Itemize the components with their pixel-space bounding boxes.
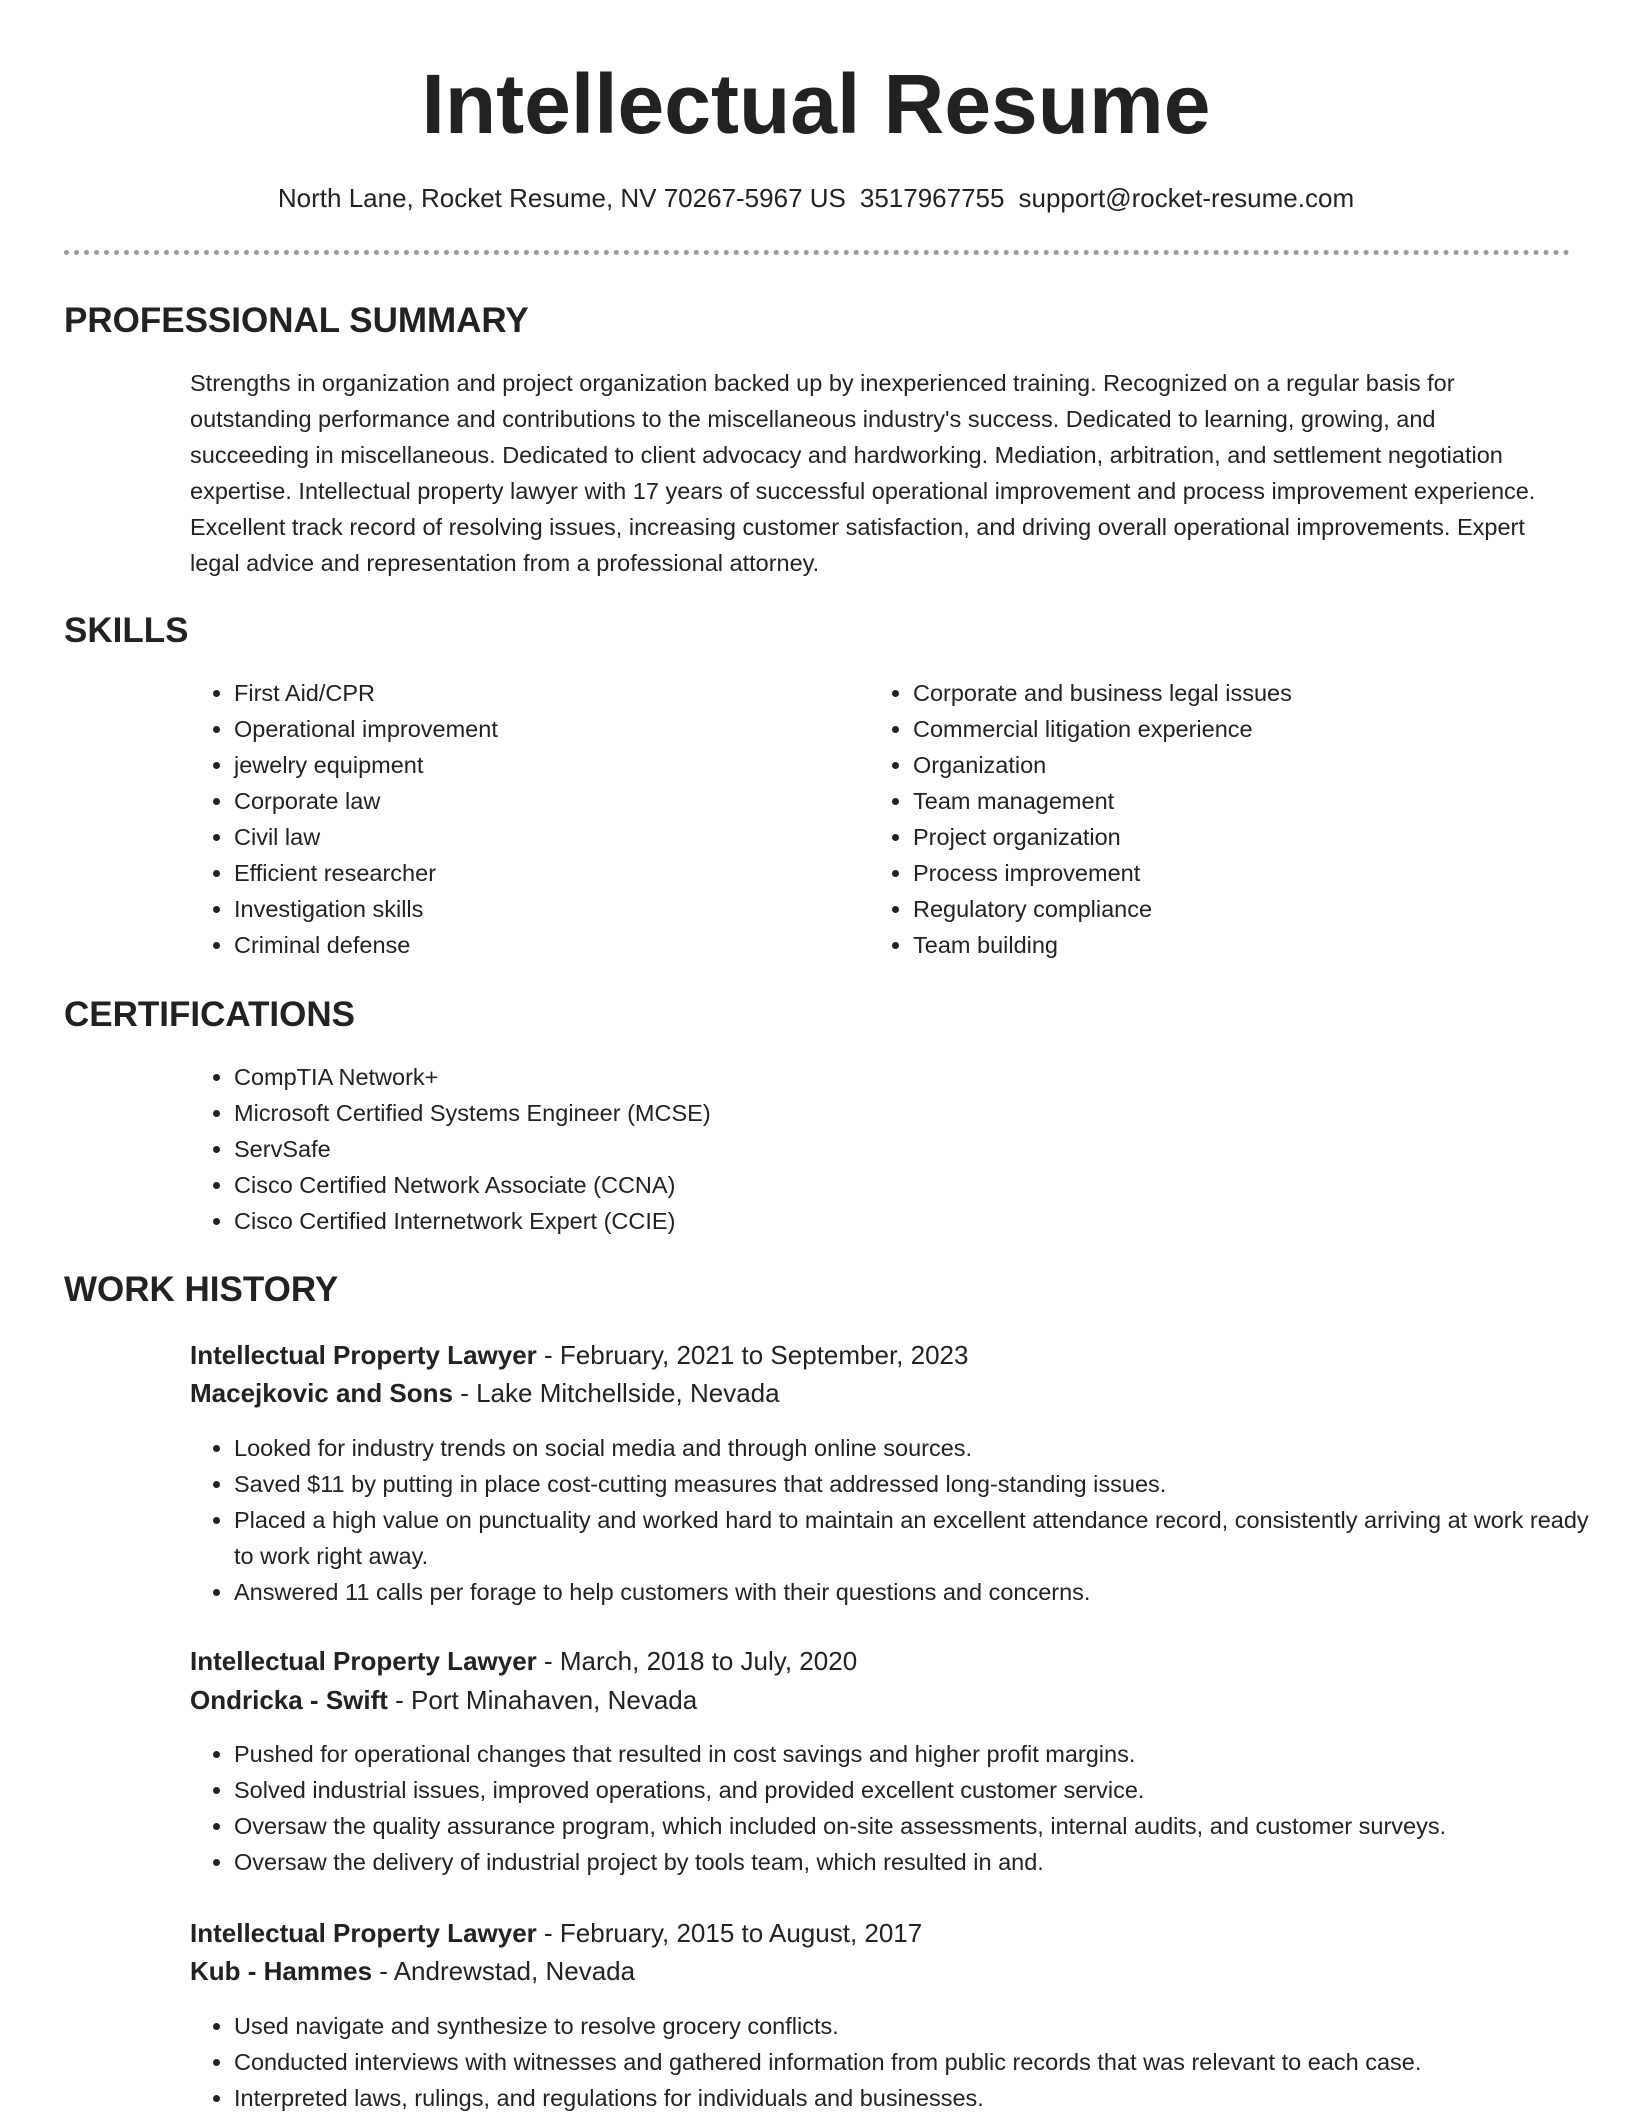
skill-item: • Criminal defense <box>234 927 854 963</box>
contact-line <box>0 180 1632 216</box>
certifications-heading: CERTIFICATIONS <box>64 995 356 1034</box>
job-bullet: • Looked for industry trends on social media and through online sources. <box>234 1430 1594 1466</box>
skill-item: • Process improvement <box>913 855 1573 891</box>
contact-address: North Lane, Rocket Resume, NV 70267-5967 US <box>277 183 846 213</box>
skill-item: • Organization <box>913 747 1573 783</box>
summary-heading: PROFESSIONAL SUMMARY <box>64 301 529 340</box>
job-location: - Andrewstad, Nevada <box>372 1956 636 1986</box>
skill-item: • Project organization <box>913 819 1573 855</box>
certifications-list <box>190 1059 1534 1239</box>
certification-item: • Cisco Certified Internetwork Expert (CCIE) <box>234 1203 1534 1239</box>
skill-item: • Investigation skills <box>234 891 854 927</box>
skill-item: • Operational improvement <box>234 711 854 747</box>
work-history-heading: WORK HISTORY <box>64 1270 339 1309</box>
certification-item: • CompTIA Network+ <box>234 1059 1534 1095</box>
skills-list-left <box>190 675 854 963</box>
skill-item: • Efficient researcher <box>234 855 854 891</box>
job-dates: - February, 2015 to August, 2017 <box>536 1918 923 1948</box>
resume-name: Intellectual Resume <box>421 57 1211 151</box>
skills-list-right <box>869 675 1573 963</box>
job-company: Kub - Hammes <box>190 1956 373 1986</box>
skill-item: • Team building <box>913 927 1573 963</box>
job-title: Intellectual Property Lawyer <box>190 1646 537 1676</box>
skill-item: • Civil law <box>234 819 854 855</box>
job-company-line <box>190 1952 635 1990</box>
job-bullet: • Solved industrial issues, improved operations, and provided excellent customer service. <box>234 1772 1594 1808</box>
job-title-line <box>190 1914 922 1952</box>
job-location: - Port Minahaven, Nevada <box>387 1685 698 1715</box>
job-title-line <box>190 1336 968 1374</box>
job-bullet: • Saved $11 by putting in place cost-cutting measures that addressed long-standing issues. <box>234 1466 1594 1502</box>
job-company-line <box>190 1374 780 1412</box>
job-bullet: • Used navigate and synthesize to resolve grocery conflicts. <box>234 2008 1594 2044</box>
skill-item: • Commercial litigation experience <box>913 711 1573 747</box>
job-location: - Lake Mitchellside, Nevada <box>452 1378 780 1408</box>
skill-item: • First Aid/CPR <box>234 675 854 711</box>
job-title: Intellectual Property Lawyer <box>190 1340 537 1370</box>
job-dates: - February, 2021 to September, 2023 <box>536 1340 969 1370</box>
job-company: Ondricka - Swift <box>190 1685 388 1715</box>
job-bullet: • Oversaw the quality assurance program, which included on-site assessments, internal audits, and customer surveys. <box>234 1808 1594 1844</box>
job-bullet: • Oversaw the delivery of industrial project by tools team, which resulted in and. <box>234 1844 1594 1880</box>
job-title-line <box>190 1642 857 1680</box>
summary-text: Strengths in organization and project organization backed up by inexperienced training. Recognized on a regular basis for outstanding performance and contributions to the miscellaneous industry's success. Dedicated to learning, growing, and succeeding in miscellaneous. Dedicated to client advocacy and hardworking. Mediation, arbitration, and settlement negotiation expertise. Intellectual property lawyer with 17 years of successful operational improvement and process improvement experience. Excellent track record of resolving issues, increasing customer satisfaction, and driving overall operational improvements. Expert legal advice and representation from a professional attorney. <box>190 370 1536 576</box>
certification-item: • Cisco Certified Network Associate (CCNA) <box>234 1167 1534 1203</box>
job-bullet: • Interpreted laws, rulings, and regulations for individuals and businesses. <box>234 2080 1594 2116</box>
job-dates: - March, 2018 to July, 2020 <box>536 1646 858 1676</box>
skills-heading: SKILLS <box>64 611 189 650</box>
job-bullets <box>190 1430 1594 1610</box>
job-bullets <box>190 2008 1594 2116</box>
contact-phone: 3517967755 <box>859 183 1005 213</box>
skill-item: • Corporate and business legal issues <box>913 675 1573 711</box>
job-company-line <box>190 1681 697 1719</box>
certification-item: • Microsoft Certified Systems Engineer (MCSE) <box>234 1095 1534 1131</box>
skill-item: • jewelry equipment <box>234 747 854 783</box>
skill-item: • Corporate law <box>234 783 854 819</box>
certification-item: • ServSafe <box>234 1131 1534 1167</box>
job-bullet: • Pushed for operational changes that resulted in cost savings and higher profit margins. <box>234 1736 1594 1772</box>
skill-item: • Team management <box>913 783 1573 819</box>
job-company: Macejkovic and Sons <box>190 1378 453 1408</box>
header-divider <box>64 250 1570 255</box>
job-bullets <box>190 1736 1594 1880</box>
job-title: Intellectual Property Lawyer <box>190 1918 537 1948</box>
job-bullet: • Answered 11 calls per forage to help customers with their questions and concerns. <box>234 1574 1594 1610</box>
skill-item: • Regulatory compliance <box>913 891 1573 927</box>
job-bullet: • Conducted interviews with witnesses and gathered information from public records that was relevant to each case. <box>234 2044 1594 2080</box>
contact-email: support@rocket-resume.com <box>1018 183 1355 213</box>
job-bullet: • Placed a high value on punctuality and worked hard to maintain an excellent attendance record, consistently arriving at work ready to work right away. <box>234 1502 1594 1574</box>
